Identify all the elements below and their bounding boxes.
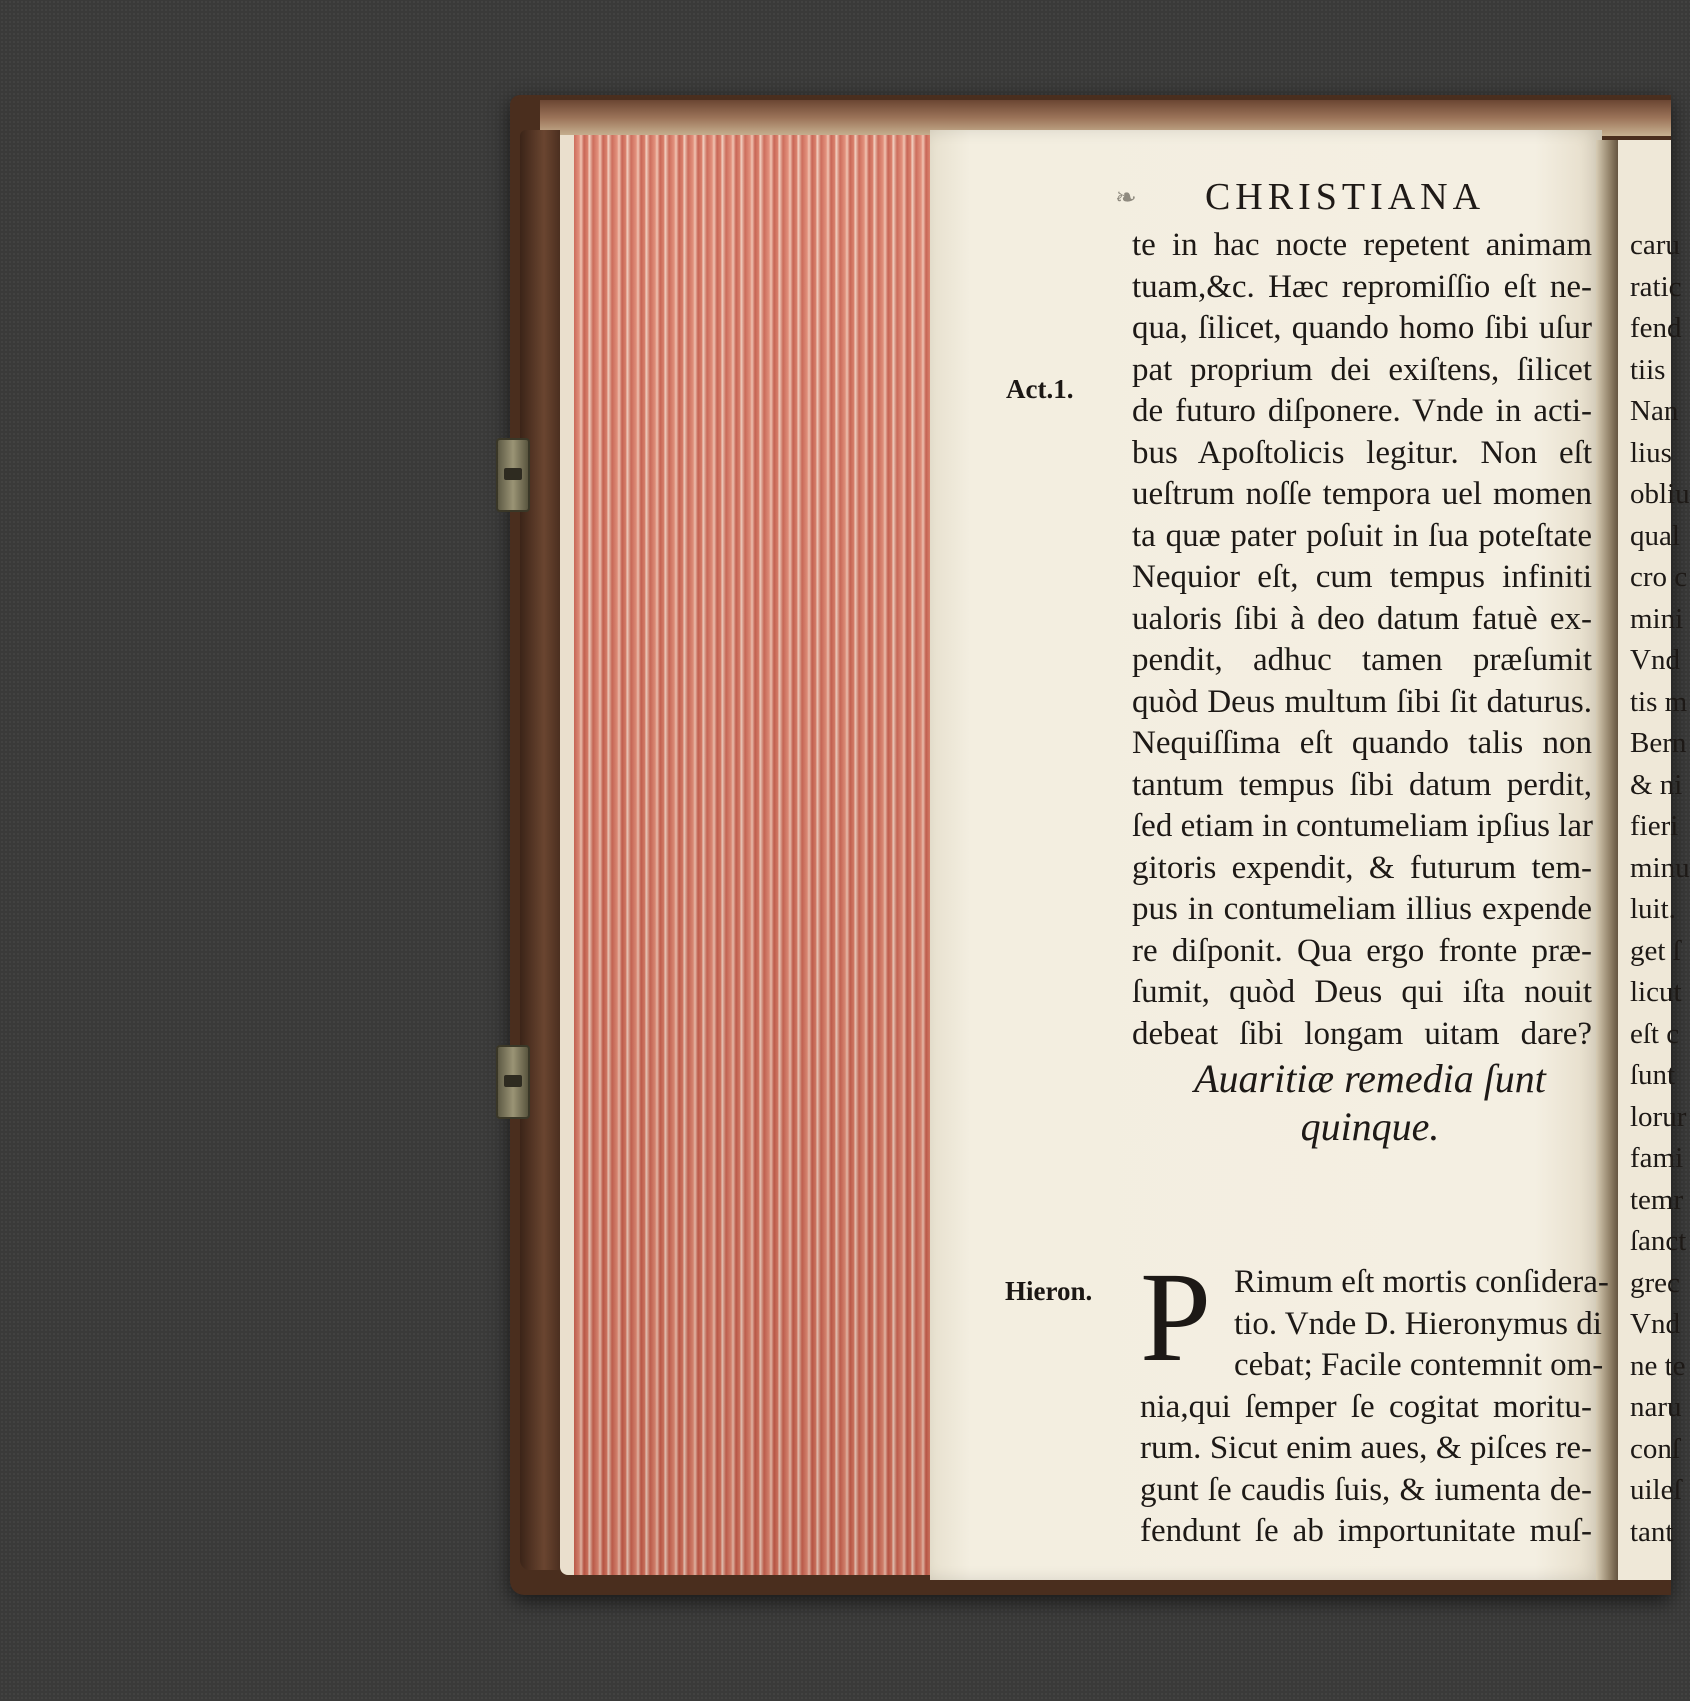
text-line: ne te [1630,1349,1686,1382]
paragraph [1140,1262,1609,1553]
text-line: ratic [1630,270,1682,303]
text-line: & ni [1630,768,1683,801]
section-heading-line: Auaritiæ remedia ſunt [1194,1056,1546,1101]
text-line: Bern [1630,727,1687,759]
text-line: tant [1630,1515,1674,1548]
text-line: temr [1630,1183,1684,1216]
text-line: fami [1630,1142,1684,1174]
text-line: lorur [1630,1100,1687,1133]
text-line: Vnd [1630,1308,1680,1340]
text-line: quòd Deus multum ſibi ſit daturus. [1132,683,1592,720]
text-line: grec [1630,1266,1680,1299]
text-line: gitoris expendit, & futurum tem- [1132,849,1592,886]
text-line: te in hac nocte repetent animam [1132,227,1592,263]
text-line: pat proprium dei exiſtens, ſilicet [1132,351,1592,388]
text-line: Nequiſſima eſt quando talis non [1132,725,1592,761]
section-heading [1140,1055,1600,1151]
text-line: pus in contumeliam illius expende [1132,891,1592,927]
text-line: nia,qui ſemper ſe cogitat moritu- [1140,1388,1592,1425]
text-line: fieri [1630,810,1679,842]
top-text-block [1132,225,1592,1055]
text-line: ualoris ſibi à deo datum fatuè ex- [1132,600,1592,637]
text-line: Nan [1630,395,1679,427]
text-line: lius [1630,436,1672,469]
text-line: tantum tempus ſibi datum perdit, [1132,766,1592,803]
text-line: bus Apoſtolicis legitur. Non eſt [1132,434,1592,471]
lower-clasp [496,1045,530,1119]
text-line: conſ [1630,1432,1680,1465]
text-line: tuam,&c. Hæc repromiſſio eſt ne- [1132,268,1592,305]
ornament-icon: ❧ [1115,183,1142,212]
marginal-note-act: Act.1. [1006,374,1074,404]
text-line: ſanct [1630,1225,1687,1257]
text-line: tiis [1630,353,1666,386]
text-line: naru [1630,1391,1682,1423]
running-head-text: CHRISTIANA [1204,176,1486,218]
text-line: licut [1630,976,1682,1008]
running-head [1115,175,1545,219]
text-line: cro c [1630,561,1688,593]
text-line: Rimum eſt mortis conſidera- [1234,1264,1609,1300]
text-line: ueſtrum noſſe tempora uel momen [1132,476,1592,512]
text-line: de futuro diſponere. Vnde in acti- [1132,393,1592,429]
text-line: fend [1630,312,1682,344]
text-line: get ſ [1630,934,1681,967]
text-line: tio. Vnde D. Hieronymus di [1234,1305,1602,1342]
text-line: fendunt ſe ab importunitate muſ- [1140,1513,1592,1549]
text-line: Vnd [1630,644,1680,676]
text-line: luit. [1630,893,1676,925]
text-line: Nequior eſt, cum tempus infiniti [1132,559,1592,595]
text-line: qua, ſilicet, quando homo ſibi uſur [1132,310,1592,346]
text-line: caru [1630,229,1680,261]
upper-clasp [496,438,530,512]
marginal-note-hieron: Hieron. [1005,1276,1093,1306]
text-line: ſumit, quòd Deus qui iſta nouit [1132,974,1592,1010]
text-line: pendit, adhuc tamen præſumit [1132,642,1592,678]
text-line: obliu [1630,478,1690,510]
red-page-edges [560,135,954,1575]
text-line: ſunt [1630,1059,1676,1091]
text-line: mini [1630,602,1684,635]
section-heading-line: quinque. [1300,1104,1440,1149]
text-line: ſed etiam in contumeliam ipſius lar [1132,808,1593,844]
text-line: eſt c [1630,1017,1680,1050]
text-line: debeat ſibi longam uitam dare? [1132,1015,1592,1052]
text-line: qual [1630,519,1680,552]
text-line: minu [1630,851,1690,884]
facing-page-text [1630,225,1690,1553]
text-line: re diſponit. Qua ergo fronte præ- [1132,932,1592,969]
text-line: gunt ſe caudis ſuis, & iumenta de- [1140,1471,1592,1508]
text-line: rum. Sicut enim aues, & piſces re- [1140,1430,1592,1466]
front-board [520,130,560,1570]
text-line: ta quæ pater poſuit in ſua poteſtate [1132,517,1592,554]
text-line: cebat; Facile contemnit om- [1234,1347,1604,1383]
drop-cap: P [1140,1246,1212,1388]
text-line: tis m [1630,685,1688,718]
text-line: uileſ [1630,1474,1682,1506]
